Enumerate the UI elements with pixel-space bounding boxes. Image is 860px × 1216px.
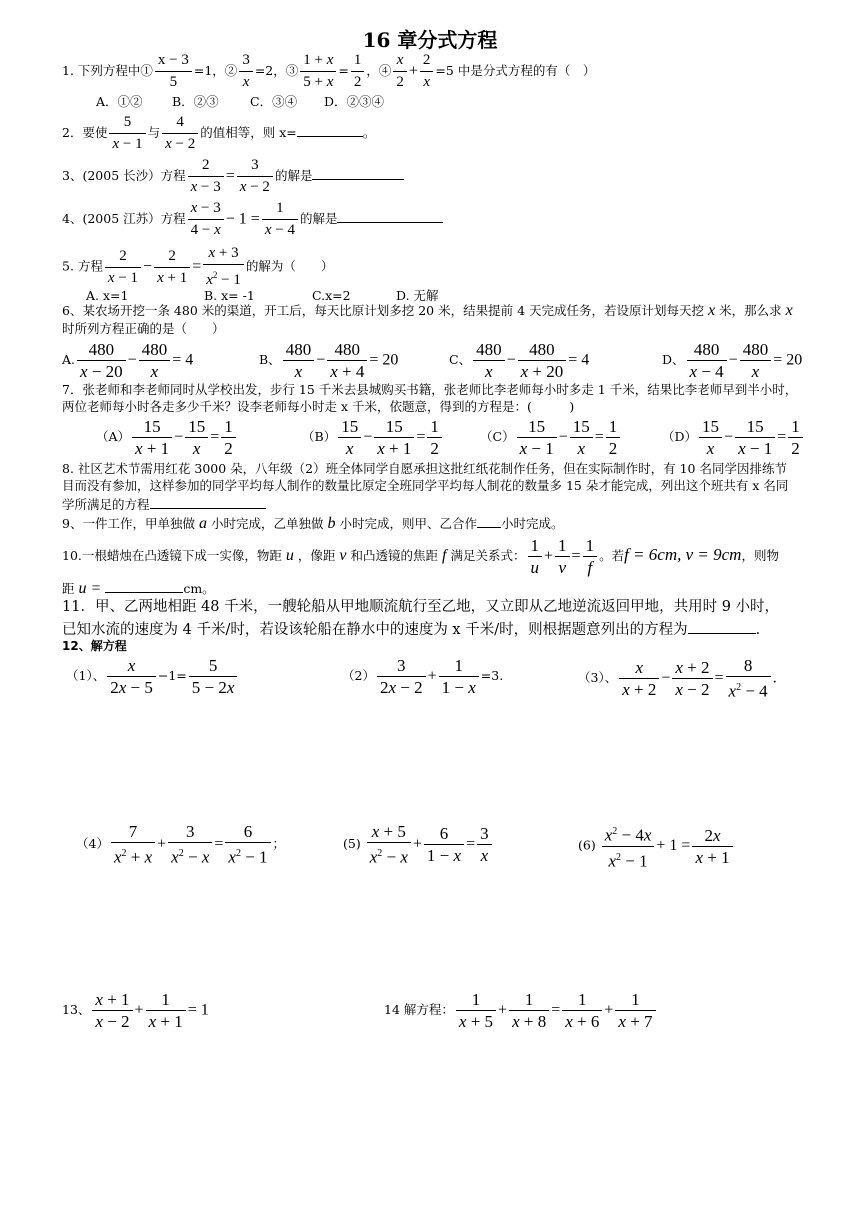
q5-fraction-1: $\frac{2}{x - 1}$	[105, 247, 141, 288]
q12-3-frac-3: $\frac{8}{x^2 - 4}$	[726, 656, 771, 701]
q10-text-1: 10.一根蜡烛在凸透镜下成一实像，物距	[62, 548, 282, 563]
q12-6-frac-1: $\frac{x^2 - 4x}{x^2 - 1}$	[602, 822, 655, 870]
q12-5-frac-2: $\frac{6}{1 - x}$	[424, 824, 464, 865]
q12-3-frac-1: $\frac{x}{x + 2}$	[619, 658, 659, 699]
q12-4-frac-1: $\frac{7}{x^2 + x}$	[111, 822, 155, 867]
q6-label-b: B、	[259, 352, 281, 367]
q9-var-a: a	[194, 515, 211, 532]
q10-var-f: f	[438, 547, 451, 564]
q7-label-a: （A）	[96, 429, 131, 444]
q4-tail: 的解是	[299, 211, 338, 226]
q9-var-b: b	[323, 515, 340, 532]
q12-3-frac-2: $\frac{x + 2}{x - 2}$	[672, 658, 712, 699]
q12-6-frac-2: $\frac{2x}{x + 1}$	[692, 826, 732, 867]
q6-a-frac-2: $\frac{480}{x}$	[139, 340, 171, 381]
q9-text-4: 小时完成。	[501, 516, 564, 531]
q13-label: 13、	[62, 1002, 91, 1017]
q2-fraction-2: $\frac{4}{x - 2}$	[162, 113, 198, 154]
q10-text-2: ，像距	[297, 548, 336, 563]
question-6-line-1	[62, 304, 793, 318]
q12-5-frac-1: $\frac{x + 5}{x^2 - x}$	[367, 822, 411, 867]
q9-text-2: 小时完成，乙单独做	[210, 516, 324, 531]
q6-option-c: C、 $\frac{480}{x}$ − $\frac{480}{x + 20}$ = 4	[449, 340, 590, 381]
question-10-line-2	[62, 580, 215, 596]
q1-text-2: =2，③	[254, 63, 299, 78]
q6-text-1: 6、某农场开挖一条 480 米的渠道，开工后，每天比原计划多挖 20 米，结果提前 4 天完成任务，若设原计划每天挖	[62, 303, 705, 318]
q8-text-3: 学所满足的方程	[62, 497, 150, 512]
q1-option-c: C．③④	[250, 94, 298, 109]
q10-frac-1: $\frac{1}{u}$	[528, 536, 543, 577]
q1-fraction-2: $\frac{3}{x}$	[239, 51, 253, 92]
q7-b-frac-3: $\frac{1}{2}$	[427, 417, 442, 458]
q6-a-frac-1: $\frac{480}{x - 20}$	[77, 340, 126, 381]
q12-problem-3: （3）、 $\frac{x}{x + 2}$ − $\frac{x + 2}{x - 2}$ = $\frac{8}{x^2 - 4}$ .	[578, 656, 777, 701]
q1-option-d: D．②③④	[324, 94, 385, 109]
question-12-heading: 12、解方程	[62, 639, 127, 653]
q1-options	[96, 95, 384, 109]
q10-frac-2: $\frac{1}{v}$	[555, 536, 570, 577]
q5-option-a: A. x=1	[86, 288, 129, 303]
question-10: 10.一根蜡烛在凸透镜下成一实像，物距 u ，像距 v 和凸透镜的焦距 f 满足关系式： $\frac{1}{u}$ + $\frac{1}{v}$ = $\frac{1}{f}$ 。若f = 6cm, v = 9cm，则物	[62, 536, 779, 577]
q4-answer-blank	[337, 210, 443, 223]
q13-frac-1: $\frac{x + 1}{x - 2}$	[92, 990, 132, 1031]
q12-5-frac-3: $\frac{3}{x}$	[477, 824, 492, 865]
q12-problem-2: （2） $\frac{3}{2x - 2}$ + $\frac{1}{1 - x}$ =3.	[342, 656, 504, 697]
q6-option-d: D、 $\frac{480}{x - 4}$ − $\frac{480}{x}$ = 20	[662, 340, 803, 381]
q7-a-frac-1: $\frac{15}{x + 1}$	[132, 417, 172, 458]
q5-option-d: D. 无解	[396, 288, 439, 303]
question-11-line-2	[62, 620, 770, 637]
q5-option-b: B. x= -1	[204, 288, 255, 303]
question-13: 13、 $\frac{x + 1}{x - 2}$ + $\frac{1}{x + 1}$ = 1	[62, 990, 209, 1031]
q9-answer-blank	[477, 515, 501, 528]
q2-end: 。	[362, 125, 376, 140]
q3-fraction-1: $\frac{2}{x - 3}$	[188, 156, 224, 197]
q1-text-4: ，④	[366, 63, 392, 78]
q5-option-c: C.x=2	[312, 288, 351, 303]
q7-option-b: （B） $\frac{15}{x}$ − $\frac{15}{x + 1}$ = $\frac{1}{2}$	[302, 417, 444, 458]
q7-a-frac-3: $\frac{1}{2}$	[221, 417, 236, 458]
q6-label-c: C、	[449, 352, 472, 367]
q7-option-d: （D） $\frac{15}{x}$ − $\frac{15}{x - 1}$ = $\frac{1}{2}$	[662, 417, 805, 458]
q12-2-tail: =3.	[480, 668, 504, 683]
q14-frac-4: $\frac{1}{x + 7}$	[615, 990, 655, 1031]
q6-option-b: B、 $\frac{480}{x}$ − $\frac{480}{x + 4}$ = 20	[259, 340, 399, 381]
q12-problem-4: （4） $\frac{7}{x^2 + x}$ + $\frac{3}{x^2 - x}$ = $\frac{6}{x^2 - 1}$ ；	[76, 822, 286, 867]
q5-fraction-2: $\frac{2}{x + 1}$	[154, 247, 190, 288]
q12-label-1: （1）、	[66, 668, 106, 683]
q12-1-frac-2: $\frac{5}{5 - 2x}$	[189, 656, 238, 697]
q14-frac-2: $\frac{1}{x + 8}$	[509, 990, 549, 1031]
q2-mid: 与	[147, 125, 161, 140]
q12-problem-5: (5) $\frac{x + 5}{x^2 - x}$ + $\frac{6}{1 - x}$ = $\frac{3}{x}$	[343, 822, 494, 867]
q3-prefix: 3、(2005 长沙）方程	[62, 168, 186, 183]
q6-d-frac-1: $\frac{480}{x - 4}$	[687, 340, 727, 381]
q6-option-a: A. $\frac{480}{x - 20}$ − $\frac{480}{x}$ = 4	[62, 340, 194, 381]
q12-1-mid: −1=	[157, 668, 187, 683]
q7-c-frac-2: $\frac{15}{x}$	[570, 417, 593, 458]
q12-2-frac-2: $\frac{1}{1 - x}$	[439, 656, 479, 697]
q7-b-frac-2: $\frac{15}{x + 1}$	[374, 417, 414, 458]
q6-label-a: A.	[62, 352, 76, 367]
question-1: 1. 下列方程中① $\frac{x - 3}{5}$ =1，② $\frac{3}{x}$ =2，③ $\frac{1 + x}{5 + x}$ = $\frac{1}{2}$ ，④ $\frac{x}{2}$ + $\frac{2}{x}$ =5 中是分式方程的有（ ）	[62, 52, 596, 90]
q6-var-x-2: x	[781, 302, 793, 319]
q10-text-4: 满足关系式：	[450, 548, 526, 563]
q10-var-u: u	[281, 547, 298, 564]
q6-var-x: x	[704, 302, 720, 319]
q14-frac-3: $\frac{1}{x + 6}$	[562, 990, 602, 1031]
q1-text-1: =1，②	[193, 63, 238, 78]
q2-answer-blank	[297, 124, 363, 137]
q7-a-frac-2: $\frac{15}{x}$	[185, 417, 208, 458]
q6-c-frac-2: $\frac{480}{x + 20}$	[518, 340, 567, 381]
q7-c-frac-3: $\frac{1}{2}$	[606, 417, 621, 458]
q9-text-3: 小时完成，则甲、乙合作	[339, 516, 477, 531]
q10-var-u-2: u =	[74, 580, 106, 597]
q2-tail: 的值相等，则 x=	[200, 125, 297, 140]
q3-tail: 的解是	[274, 168, 313, 183]
q7-c-frac-1: $\frac{15}{x - 1}$	[517, 417, 557, 458]
q1-fraction-3a: $\frac{1 + x}{5 + x}$	[300, 51, 336, 92]
q12-problem-1	[66, 656, 239, 697]
page-title: 16 章分式方程	[362, 28, 498, 52]
q13-frac-2: $\frac{1}{x + 1}$	[146, 990, 186, 1031]
q1-fraction-1: $\frac{x - 3}{5}$	[155, 51, 192, 92]
question-11-line-1: 11．甲、乙两地相距 48 千米，一艘轮船从甲地顺流航行至乙地，又立即从乙地逆流返回甲地，共用时 9 小时，	[62, 599, 780, 615]
q1-fraction-4b: $\frac{2}{x}$	[420, 51, 434, 92]
q10-var-v: v	[335, 547, 351, 564]
q1-option-b: B．②③	[172, 94, 219, 109]
q7-label-d: （D）	[662, 429, 698, 444]
q2-prefix: 2．要使	[62, 125, 108, 140]
q10-answer-blank	[105, 580, 183, 593]
question-6-line-2: 时所列方程正确的是（ ）	[62, 321, 225, 336]
question-7-line-2: 两位老师每小时各走多少千米？设李老师每小时走 x 千米，依题意，得到的方程是：( )	[62, 399, 575, 414]
q7-option-c: （C） $\frac{15}{x - 1}$ − $\frac{15}{x}$ = $\frac{1}{2}$	[480, 417, 622, 458]
q11-end: ．	[755, 622, 771, 638]
q10-text-6: ，则物	[741, 548, 779, 563]
question-14: 14 解方程： $\frac{1}{x + 5}$ + $\frac{1}{x + 8}$ = $\frac{1}{x + 6}$ + $\frac{1}{x + 7}$	[384, 990, 658, 1031]
q4-fraction-2: $\frac{1}{x - 4}$	[262, 199, 298, 240]
q12-label-3: （3）、	[578, 669, 618, 685]
q5-prefix: 5. 方程	[62, 258, 103, 274]
question-3: 3、(2005 长沙）方程 $\frac{2}{x - 3}$ = $\frac{3}{x - 2}$ 的解是	[62, 156, 404, 197]
q11-text-2: 已知水流的速度为 4 千米/时，若设该轮船在静水中的速度为 x 千米/时，则根据题意列出的方程为	[62, 622, 688, 638]
q6-b-frac-2: $\frac{480}{x + 4}$	[327, 340, 367, 381]
q12-1-frac-1: $\frac{x}{2x - 5}$	[107, 656, 156, 697]
question-9	[62, 515, 564, 531]
q6-text-2: 米，那么求	[719, 303, 782, 318]
q12-label-6: (6)	[578, 837, 596, 853]
q12-4-frac-2: $\frac{3}{x^2 - x}$	[168, 822, 212, 867]
question-8-line-2: 目而没有参加，这样参加的同学平均每人制作的数量比原定全班同学平均每人制花的数量多 15 朵才能完成，列出这个班共有 x 名同	[62, 478, 789, 493]
q5-options	[86, 289, 439, 303]
q1-fraction-4a: $\frac{x}{2}$	[393, 51, 407, 92]
q9-text-1: 9、一件工作，甲单独做	[62, 516, 195, 531]
q1-text-5: =5 中是分式方程的有（ ）	[435, 63, 596, 78]
q4-prefix: 4、(2005 江苏）方程	[62, 211, 186, 226]
q12-4-tail: ；	[272, 835, 286, 851]
q1-fraction-3b: $\frac{1}{2}$	[351, 51, 365, 92]
q7-label-c: （C）	[480, 429, 515, 444]
q7-label-b: （B）	[302, 429, 337, 444]
q7-d-frac-3: $\frac{1}{2}$	[788, 417, 803, 458]
q10-text-8: cm。	[183, 581, 215, 596]
q1-option-a: A．①②	[96, 94, 143, 109]
question-8-line-3	[62, 496, 266, 512]
q7-b-frac-1: $\frac{15}{x}$	[338, 417, 361, 458]
q1-prefix: 1. 下列方程中①	[62, 63, 153, 78]
question-5: 5. 方程 $\frac{2}{x - 1}$ − $\frac{2}{x + 1}$ = $\frac{x + 3}{x^2 - 1}$ 的解为（ ）	[62, 245, 334, 288]
q6-label-d: D、	[662, 352, 685, 367]
question-4: 4、(2005 江苏）方程 $\frac{x - 3}{4 - x}$ − 1 = $\frac{1}{x - 4}$ 的解是	[62, 199, 443, 240]
question-8-line-1: 8. 社区艺术节需用红花 3000 朵，八年级（2）班全体同学自愿承担这批红纸花制作任务，但在实际制作时，有 10 名同学因排练节	[62, 461, 787, 476]
q3-answer-blank	[312, 167, 404, 180]
q14-frac-1: $\frac{1}{x + 5}$	[456, 990, 496, 1031]
q10-text-5: 。若	[599, 548, 625, 563]
q10-condition: f = 6cm, v = 9cm	[624, 545, 742, 564]
q4-fraction-1: $\frac{x - 3}{4 - x}$	[188, 199, 224, 240]
q5-tail: 的解为（ ）	[245, 258, 334, 274]
question-2	[62, 113, 375, 154]
q6-c-frac-1: $\frac{480}{x}$	[473, 340, 505, 381]
q7-option-a: （A） $\frac{15}{x + 1}$ − $\frac{15}{x}$ = $\frac{1}{2}$	[96, 417, 238, 458]
q1-text-3: =	[338, 63, 349, 78]
q6-b-frac-1: $\frac{480}{x}$	[283, 340, 315, 381]
q10-frac-3: $\frac{1}{f}$	[583, 536, 598, 577]
q12-label-4: （4）	[76, 835, 109, 851]
q10-text-3: 和凸透镜的焦距	[350, 548, 439, 563]
q7-d-frac-1: $\frac{15}{x}$	[699, 417, 722, 458]
q12-label-2: （2）	[342, 668, 375, 683]
q10-text-7: 距	[62, 581, 75, 596]
q5-fraction-3: $\frac{x + 3}{x^2 - 1}$	[203, 244, 244, 290]
q2-fraction-1: $\frac{5}{x - 1}$	[109, 113, 145, 154]
q11-answer-blank	[688, 620, 756, 634]
q14-label: 14 解方程：	[384, 1002, 454, 1017]
q3-fraction-2: $\frac{3}{x - 2}$	[237, 156, 273, 197]
q6-d-frac-2: $\frac{480}{x}$	[740, 340, 772, 381]
question-7-line-1: 7．张老师和李老师同时从学校出发，步行 15 千米去县城购买书籍，张老师比李老师每小时多走 1 千米，结果比李老师早到半小时，	[62, 382, 798, 397]
q12-2-frac-1: $\frac{3}{2x - 2}$	[377, 656, 426, 697]
q8-answer-blank	[150, 496, 266, 509]
q7-d-frac-2: $\frac{15}{x - 1}$	[735, 417, 775, 458]
q12-label-5: (5)	[343, 835, 361, 851]
q12-problem-6: (6) $\frac{x^2 - 4x}{x^2 - 1}$ + 1 = $\frac{2x}{x + 1}$	[578, 822, 735, 870]
q12-4-frac-3: $\frac{6}{x^2 - 1}$	[225, 822, 270, 867]
